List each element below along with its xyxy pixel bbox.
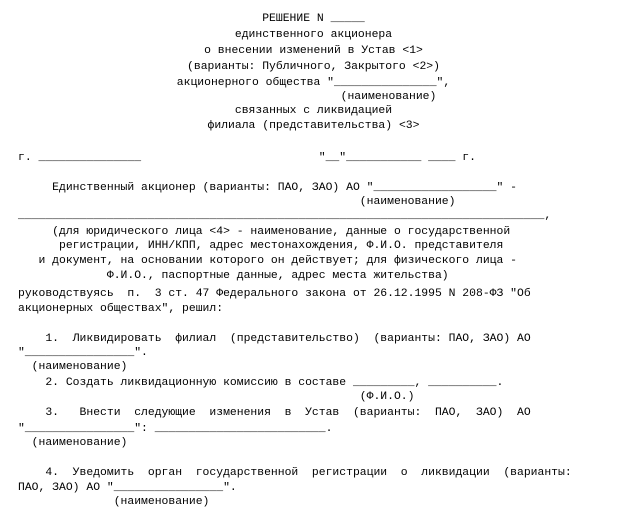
body-line-resolved: акционерных обществах", решил:: [18, 303, 224, 315]
body-line-registration-note: регистрации, ИНН/КПП, адрес местонахождения, Ф.И.О. представителя: [18, 240, 504, 252]
body-line-individual-note: Ф.И.О., паспортные данные, адрес места жительства): [18, 270, 449, 282]
body-line-legal-entity-note: (для юридического лица <4> - наименование, данные о государственной: [18, 226, 511, 238]
item-2-fio-caption: (Ф.И.О.): [18, 391, 415, 403]
body-line-blank: _____________________________________________________________________________,: [18, 210, 552, 222]
title-line-shareholder: единственного акционера: [234, 29, 393, 41]
item-3-name-caption: (наименование): [18, 437, 128, 449]
item-1-liquidate-branch: 1. Ликвидировать филиал (представительство) (варианты: ПАО, ЗАО) АО: [18, 333, 531, 345]
item-3-name-blank: "________________": _________________________.: [18, 423, 333, 435]
title-line-liquidation: связанных с ликвидацией: [234, 105, 393, 117]
item-4-name-caption: (наименование): [18, 496, 210, 508]
body-line-shareholder: Единственный акционер (варианты: ПАО, ЗАО) АО "__________________" -: [18, 182, 517, 194]
item-2-liquidation-commission: 2. Создать ликвидационную комиссию в составе _________, __________.: [18, 377, 504, 389]
decision-title: РЕШЕНИЕ N _____: [262, 13, 365, 25]
title-line-variants: (варианты: Публичного, Закрытого <2>): [187, 61, 440, 73]
item-4-name-blank: ПАО, ЗАО) АО "________________".: [18, 482, 237, 494]
title-line-charter-amendment: о внесении изменений в Устав <1>: [204, 45, 423, 57]
title-line-company-name: акционерного общества "_______________",: [176, 77, 451, 89]
body-line-legal-basis: руководствуясь п. 3 ст. 47 Федерального закона от 26.12.1995 N 208-ФЗ "Об: [18, 288, 531, 300]
item-1-name-blank: "________________".: [18, 347, 148, 359]
title-line-branch: филиала (представительства) <3>: [207, 120, 420, 132]
item-1-name-caption: (наименование): [18, 361, 128, 373]
title-line-name-caption: (наименование): [340, 91, 437, 103]
item-3-charter-changes: 3. Внести следующие изменения в Устав (варианты: ПАО, ЗАО) АО: [18, 407, 531, 419]
item-4-notify-registration: 4. Уведомить орган государственной регистрации о ликвидации (варианты:: [18, 467, 572, 479]
place-date-line: г. _______________ "__"___________ ____ г.: [18, 152, 476, 164]
body-line-document-note: и документ, на основании которого он действует; для физического лица -: [18, 255, 517, 267]
body-line-name-caption: (наименование): [18, 196, 456, 208]
